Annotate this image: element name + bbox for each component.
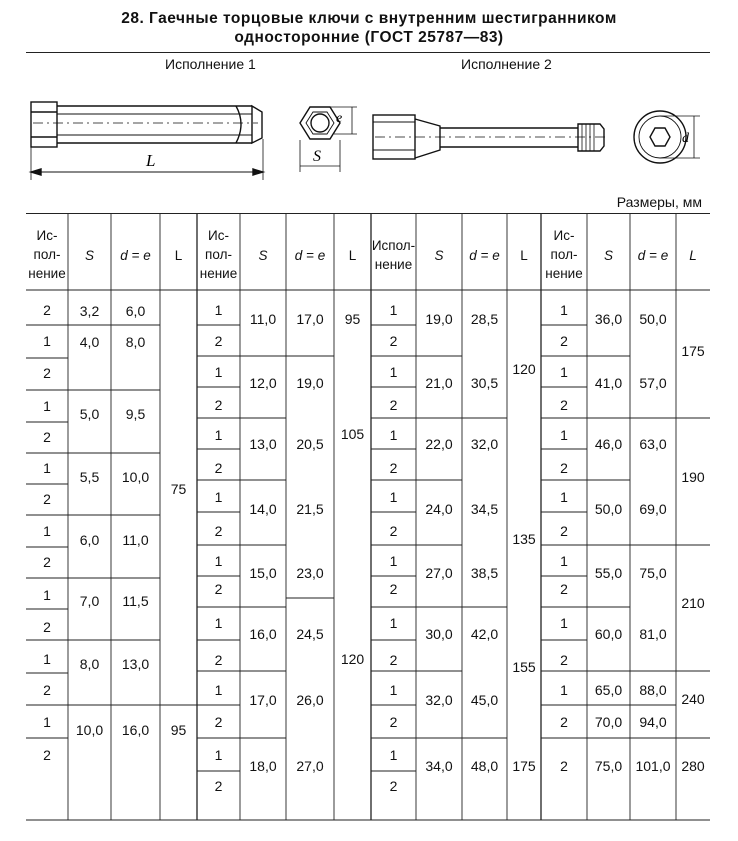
table-cell-isp: 1 — [214, 427, 223, 443]
table-cell-de: 28,5 — [470, 311, 499, 327]
table-cell-de: 50,0 — [639, 311, 667, 327]
table-cell-isp: 2 — [43, 429, 51, 445]
table-cell-s: 32,0 — [425, 692, 453, 708]
table-cell-de: 75,0 — [639, 565, 667, 581]
units-note: Размеры, мм — [616, 194, 702, 210]
table-cell-isp: 2 — [214, 778, 223, 794]
dimension-L-label: L — [146, 151, 156, 170]
header-L-4: L — [689, 248, 697, 263]
header-S-1: S — [84, 248, 94, 263]
table-cell-isp: 1 — [43, 714, 51, 730]
table-cell-isp: 1 — [389, 747, 398, 763]
table-cell-isp: 1 — [560, 682, 568, 698]
table-cell-isp: 2 — [560, 581, 568, 597]
table-cell-isp: 1 — [214, 615, 223, 631]
table-cell-isp: 2 — [389, 460, 398, 476]
header-de-2: d = e — [294, 248, 326, 263]
table-cell-s: 16,0 — [249, 626, 277, 642]
table-cell-isp: 1 — [43, 333, 51, 349]
table-cell-l: 175 — [512, 758, 536, 774]
page-title-line-2: односторонние (ГОСТ 25787—83) — [234, 29, 504, 46]
header-S-3: S — [434, 248, 444, 263]
table-cell-isp: 2 — [560, 652, 568, 668]
table-cell-s: 11,0 — [249, 311, 277, 327]
table-cell-s: 46,0 — [594, 436, 623, 452]
table-cell-isp: 2 — [389, 714, 398, 730]
table-cell-de: 16,0 — [121, 722, 150, 738]
table-cell-s: 65,0 — [594, 682, 623, 698]
table-cell-de: 63,0 — [639, 436, 667, 452]
variant-2-label: Исполнение 2 — [461, 56, 552, 72]
table-cell-s: 22,0 — [425, 436, 453, 452]
table-cell-isp: 1 — [43, 460, 51, 476]
table-cell-l: 75 — [170, 481, 187, 497]
table-cell-s: 36,0 — [594, 311, 623, 327]
table-cell-s: 55,0 — [594, 565, 623, 581]
header-ispolnenie-1: Ис- пол- нение — [28, 228, 66, 281]
table-cell-de: 101,0 — [635, 758, 671, 774]
dimension-d-label: d — [682, 131, 689, 146]
table-cell-de: 94,0 — [639, 714, 667, 730]
table-cell-de: 9,5 — [125, 406, 146, 422]
table-cell-isp: 2 — [389, 333, 398, 349]
table-cell-isp: 2 — [43, 491, 51, 507]
table-cell-de: 17,0 — [296, 311, 324, 327]
table-cell-isp: 2 — [214, 460, 223, 476]
table-cell-s: 50,0 — [594, 501, 623, 517]
header-de-3: d = e — [469, 248, 500, 263]
header-L-3: L — [520, 248, 528, 263]
header-de-4: d = e — [637, 248, 669, 263]
table-cell-s: 5,0 — [79, 406, 100, 422]
table-cell-isp: 1 — [389, 615, 398, 631]
table-cell-isp: 2 — [389, 581, 398, 597]
table-cell-isp: 1 — [560, 489, 568, 505]
table-cell-s: 4,0 — [79, 334, 100, 350]
table-cell-isp: 1 — [214, 302, 223, 318]
table-cell-de: 69,0 — [639, 501, 667, 517]
table-cell-s: 30,0 — [425, 626, 453, 642]
header-S-4: S — [603, 248, 613, 263]
table-cell-isp: 1 — [214, 553, 223, 569]
variant-1-label: Исполнение 1 — [165, 56, 256, 72]
table-cell-isp: 2 — [43, 554, 51, 570]
table-cell-l: 210 — [681, 595, 705, 611]
table-cell-isp: 2 — [43, 619, 51, 635]
table-cell-s: 15,0 — [249, 565, 277, 581]
table-cell-de: 21,5 — [296, 501, 324, 517]
table-cell-isp: 1 — [43, 651, 51, 667]
table-cell-isp: 1 — [43, 398, 51, 414]
table-cell-isp: 1 — [560, 427, 568, 443]
table-cell-de: 45,0 — [470, 692, 499, 708]
table-cell-isp: 1 — [389, 553, 398, 569]
table-cell-isp: 1 — [43, 587, 51, 603]
table-cell-de: 13,0 — [121, 656, 150, 672]
table-cell-l: 120 — [512, 361, 536, 377]
table-cell-s: 14,0 — [249, 501, 277, 517]
table-cell-s: 18,0 — [249, 758, 277, 774]
table-cell-l: 240 — [681, 691, 705, 707]
table-cell-de: 48,0 — [470, 758, 499, 774]
header-S-2: S — [258, 248, 268, 263]
table-cell-isp: 2 — [214, 652, 223, 668]
table-cell-l: 175 — [681, 343, 705, 359]
table-cell-de: 20,5 — [296, 436, 324, 452]
table-cell-de: 30,5 — [470, 375, 499, 391]
table-cell-s: 21,0 — [425, 375, 453, 391]
table-cell-de: 6,0 — [125, 303, 146, 319]
table-cell-isp: 2 — [560, 397, 568, 413]
page-title-line-1: 28. Гаечные торцовые ключи с внутренним шестигранником — [121, 10, 617, 27]
table-cell-isp: 1 — [214, 489, 223, 505]
table-cell-de: 88,0 — [639, 682, 667, 698]
table-cell-isp: 2 — [214, 523, 223, 539]
table-cell-isp: 2 — [560, 523, 568, 539]
table-cell-l: 135 — [512, 531, 536, 547]
table-cell-isp: 2 — [43, 682, 51, 698]
table-cell-s: 34,0 — [425, 758, 453, 774]
table-cell-de: 11,0 — [122, 532, 149, 548]
table-cell-de: 57,0 — [639, 375, 667, 391]
table-cell-de: 81,0 — [639, 626, 667, 642]
table-cell-s: 8,0 — [79, 656, 100, 672]
table-cell-s: 41,0 — [594, 375, 623, 391]
table-cell-isp: 2 — [560, 333, 568, 349]
table-cell-isp: 1 — [214, 364, 223, 380]
header-de-1: d = e — [120, 248, 151, 263]
table-cell-s: 5,5 — [79, 469, 100, 485]
table-cell-isp: 1 — [389, 489, 398, 505]
table-cell-s: 19,0 — [425, 311, 453, 327]
dimension-S-label: S — [313, 148, 321, 165]
table-cell-isp: 2 — [560, 758, 568, 774]
header-L-1: L — [174, 248, 183, 263]
table-cell-l: 190 — [681, 469, 705, 485]
table-cell-l: 105 — [340, 426, 365, 442]
header-L-2: L — [348, 248, 357, 263]
table-cell-de: 26,0 — [296, 692, 324, 708]
table-cell-de: 32,0 — [470, 436, 499, 452]
table-cell-de: 27,0 — [296, 758, 324, 774]
table-cell-isp: 2 — [214, 581, 223, 597]
table-cell-s: 13,0 — [249, 436, 277, 452]
table-cell-s: 12,0 — [249, 375, 277, 391]
table-cell-de: 11,5 — [122, 593, 149, 609]
table-cell-isp: 1 — [560, 615, 568, 631]
table-cell-isp: 2 — [214, 714, 223, 730]
table-cell-isp: 2 — [389, 397, 398, 413]
table-cell-de: 23,0 — [296, 565, 324, 581]
table-cell-isp: 1 — [389, 364, 398, 380]
table-cell-s: 24,0 — [425, 501, 453, 517]
table-cell-s: 17,0 — [249, 692, 277, 708]
table-cell-s: 75,0 — [594, 758, 623, 774]
table-cell-isp: 2 — [560, 714, 568, 730]
table-cell-s: 7,0 — [79, 593, 100, 609]
header-ispolnenie-3: Испол- нение — [371, 238, 416, 272]
table-cell-de: 38,5 — [470, 565, 499, 581]
table-cell-s: 60,0 — [594, 626, 623, 642]
table-cell-isp: 2 — [560, 460, 568, 476]
table-cell-isp: 1 — [43, 523, 51, 539]
header-ispolnenie-4: Ис- пол- нение — [545, 228, 583, 281]
table-cell-isp: 1 — [560, 302, 568, 318]
header-ispolnenie-2: Ис- пол- нение — [199, 228, 238, 281]
table-cell-l: 95 — [344, 311, 361, 327]
table-cell-de: 8,0 — [125, 334, 146, 350]
table-cell-l: 120 — [340, 651, 365, 667]
table-cell-l: 95 — [170, 722, 187, 738]
table-cell-de: 24,5 — [296, 626, 324, 642]
table-cell-isp: 2 — [214, 333, 223, 349]
table-cell-s: 70,0 — [594, 714, 623, 730]
table-cell-isp: 2 — [43, 302, 51, 318]
table-cell-s: 3,2 — [79, 303, 100, 319]
table-cell-isp: 1 — [214, 747, 223, 763]
table-cell-isp: 2 — [43, 747, 51, 763]
table-cell-de: 10,0 — [121, 469, 150, 485]
table-cell-isp: 1 — [389, 427, 398, 443]
table-cell-isp: 1 — [560, 553, 568, 569]
table-cell-isp: 2 — [389, 523, 398, 539]
table-cell-de: 42,0 — [470, 626, 499, 642]
table-cell-isp: 2 — [214, 397, 223, 413]
dimension-e-label: e — [336, 111, 343, 126]
table-cell-l: 280 — [681, 758, 705, 774]
table-cell-s: 27,0 — [425, 565, 453, 581]
table-cell-isp: 2 — [389, 652, 398, 668]
table-cell-s: 10,0 — [75, 722, 104, 738]
table-cell-s: 6,0 — [79, 532, 100, 548]
table-cell-l: 155 — [512, 659, 536, 675]
table-cell-isp: 2 — [43, 365, 51, 381]
table-cell-isp: 1 — [389, 302, 398, 318]
table-cell-de: 34,5 — [470, 501, 499, 517]
table-cell-de: 19,0 — [296, 375, 324, 391]
table-cell-isp: 1 — [389, 682, 398, 698]
table-cell-isp: 2 — [389, 778, 398, 794]
table-cell-isp: 1 — [214, 682, 223, 698]
table-cell-isp: 1 — [560, 364, 568, 380]
